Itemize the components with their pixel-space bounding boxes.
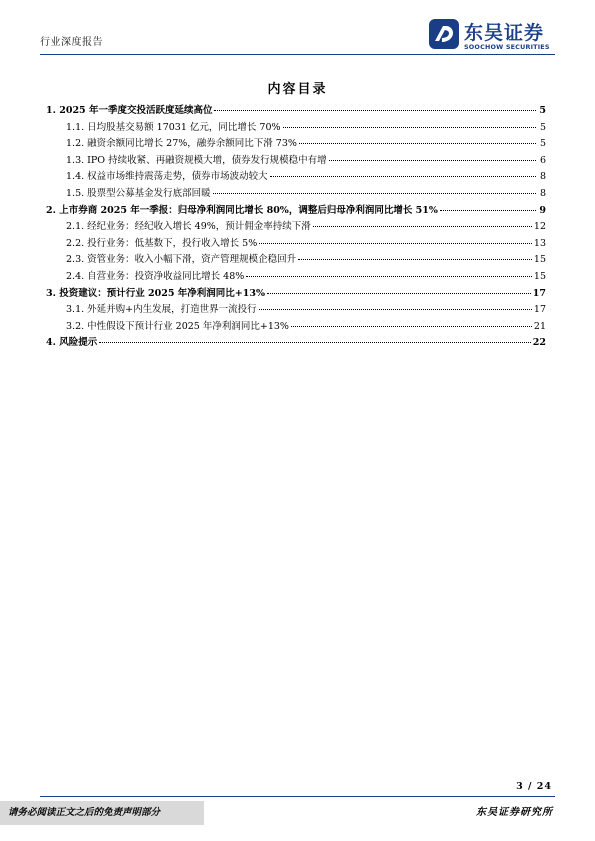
table-of-contents — [46, 102, 546, 351]
toc-entry-text: 1.2. 融资余额同比增长 27%，融券余额同比下滑 73% — [66, 138, 297, 150]
header-divider — [40, 54, 555, 55]
toc-page-number: 12 — [533, 221, 546, 233]
toc-leader-dots — [99, 342, 531, 343]
toc-entry-text: 1.1. 日均股基交易额 17031 亿元，同比增长 70% — [66, 121, 281, 133]
disclaimer-note: 请务必阅读正文之后的免责声明部分 — [0, 801, 204, 825]
toc-page-number: 5 — [539, 105, 546, 116]
institute-name: 东吴证券研究所 — [476, 807, 553, 818]
toc-leader-dots — [267, 293, 531, 294]
toc-entry-text: 1.3. IPO 持续收紧、再融资规模大增，债券发行规模稳中有增 — [66, 154, 327, 166]
toc-entry-text: 2.1. 经纪业务：经纪收入增长 49%，预计佣金率持续下滑 — [66, 221, 311, 233]
toc-page-number: 8 — [539, 171, 546, 183]
toc-page-number: 8 — [539, 187, 546, 199]
toc-entry-text: 3.1. 外延并购+内生发展，打造世界一流投行 — [66, 304, 257, 316]
toc-entry-text: 4. 风险提示 — [46, 337, 98, 349]
toc-entry-text: 1.5. 股票型公募基金发行底部回暖 — [66, 187, 211, 199]
toc-leader-dots — [313, 226, 532, 227]
toc-section-entry[interactable] — [46, 334, 546, 351]
logo-chinese-name: 东吴证券 — [464, 22, 545, 44]
toc-leader-dots — [259, 243, 532, 244]
report-type-label: 行业深度报告 — [40, 37, 103, 48]
toc-subsection-entry[interactable] — [46, 218, 546, 235]
toc-page-number: 21 — [533, 320, 546, 332]
toc-entry-text: 1.4. 权益市场维持震荡走势，债券市场波动较大 — [66, 171, 268, 183]
toc-subsection-entry[interactable] — [46, 251, 546, 268]
toc-leader-dots — [259, 309, 532, 310]
logo-emblem-icon — [428, 18, 460, 50]
toc-section-entry[interactable] — [46, 285, 546, 302]
toc-page-number: 15 — [533, 254, 546, 266]
toc-subsection-entry[interactable] — [46, 318, 546, 335]
toc-subsection-entry[interactable] — [46, 301, 546, 318]
toc-title: 内容目录 — [267, 82, 328, 97]
toc-page-number: 5 — [539, 138, 546, 150]
toc-leader-dots — [246, 276, 532, 277]
footer-divider — [40, 796, 555, 797]
toc-leader-dots — [299, 143, 536, 144]
toc-subsection-entry[interactable] — [46, 135, 546, 152]
brand-logo — [428, 16, 556, 56]
toc-page-number: 5 — [539, 121, 546, 133]
toc-leader-dots — [298, 259, 532, 260]
toc-page-number: 15 — [533, 270, 546, 282]
toc-leader-dots — [440, 210, 536, 211]
toc-leader-dots — [214, 110, 536, 111]
toc-leader-dots — [213, 193, 536, 194]
toc-leader-dots — [270, 176, 536, 177]
logo-english-name: SOOCHOW SECURITIES — [464, 43, 550, 51]
toc-entry-text: 3. 投资建议：预计行业 2025 年净利润同比+13% — [46, 287, 265, 299]
toc-page-number: 9 — [539, 204, 546, 216]
toc-subsection-entry[interactable] — [46, 268, 546, 285]
toc-entry-text: 1. 2025 年一季度交投活跃度延续高位 — [46, 105, 213, 116]
toc-section-entry[interactable] — [46, 102, 546, 119]
toc-subsection-entry[interactable] — [46, 152, 546, 169]
toc-page-number: 17 — [532, 287, 546, 299]
toc-leader-dots — [291, 326, 532, 327]
toc-entry-text: 3.2. 中性假设下预计行业 2025 年净利润同比+13% — [66, 320, 289, 332]
toc-page-number: 22 — [532, 337, 546, 349]
toc-subsection-entry[interactable] — [46, 168, 546, 185]
toc-page-number: 6 — [539, 154, 546, 166]
page-number: 3 / 24 — [516, 781, 552, 792]
toc-entry-text: 2.4. 自营业务：投资净收益同比增长 48% — [66, 270, 245, 282]
toc-page-number: 17 — [533, 304, 546, 316]
toc-entry-text: 2.3. 资管业务：收入小幅下滑，资产管理规模企稳回升 — [66, 254, 297, 266]
toc-page-number: 13 — [533, 237, 546, 249]
toc-section-entry[interactable] — [46, 202, 546, 219]
toc-subsection-entry[interactable] — [46, 185, 546, 202]
toc-subsection-entry[interactable] — [46, 235, 546, 252]
toc-entry-text: 2. 上市券商 2025 年一季报：归母净利润同比增长 80%，调整后归母净利润同比增长 51% — [46, 204, 438, 216]
toc-subsection-entry[interactable] — [46, 119, 546, 136]
toc-leader-dots — [283, 127, 536, 128]
toc-leader-dots — [329, 160, 536, 161]
toc-entry-text: 2.2. 投行业务：低基数下，投行收入增长 5% — [66, 237, 258, 249]
